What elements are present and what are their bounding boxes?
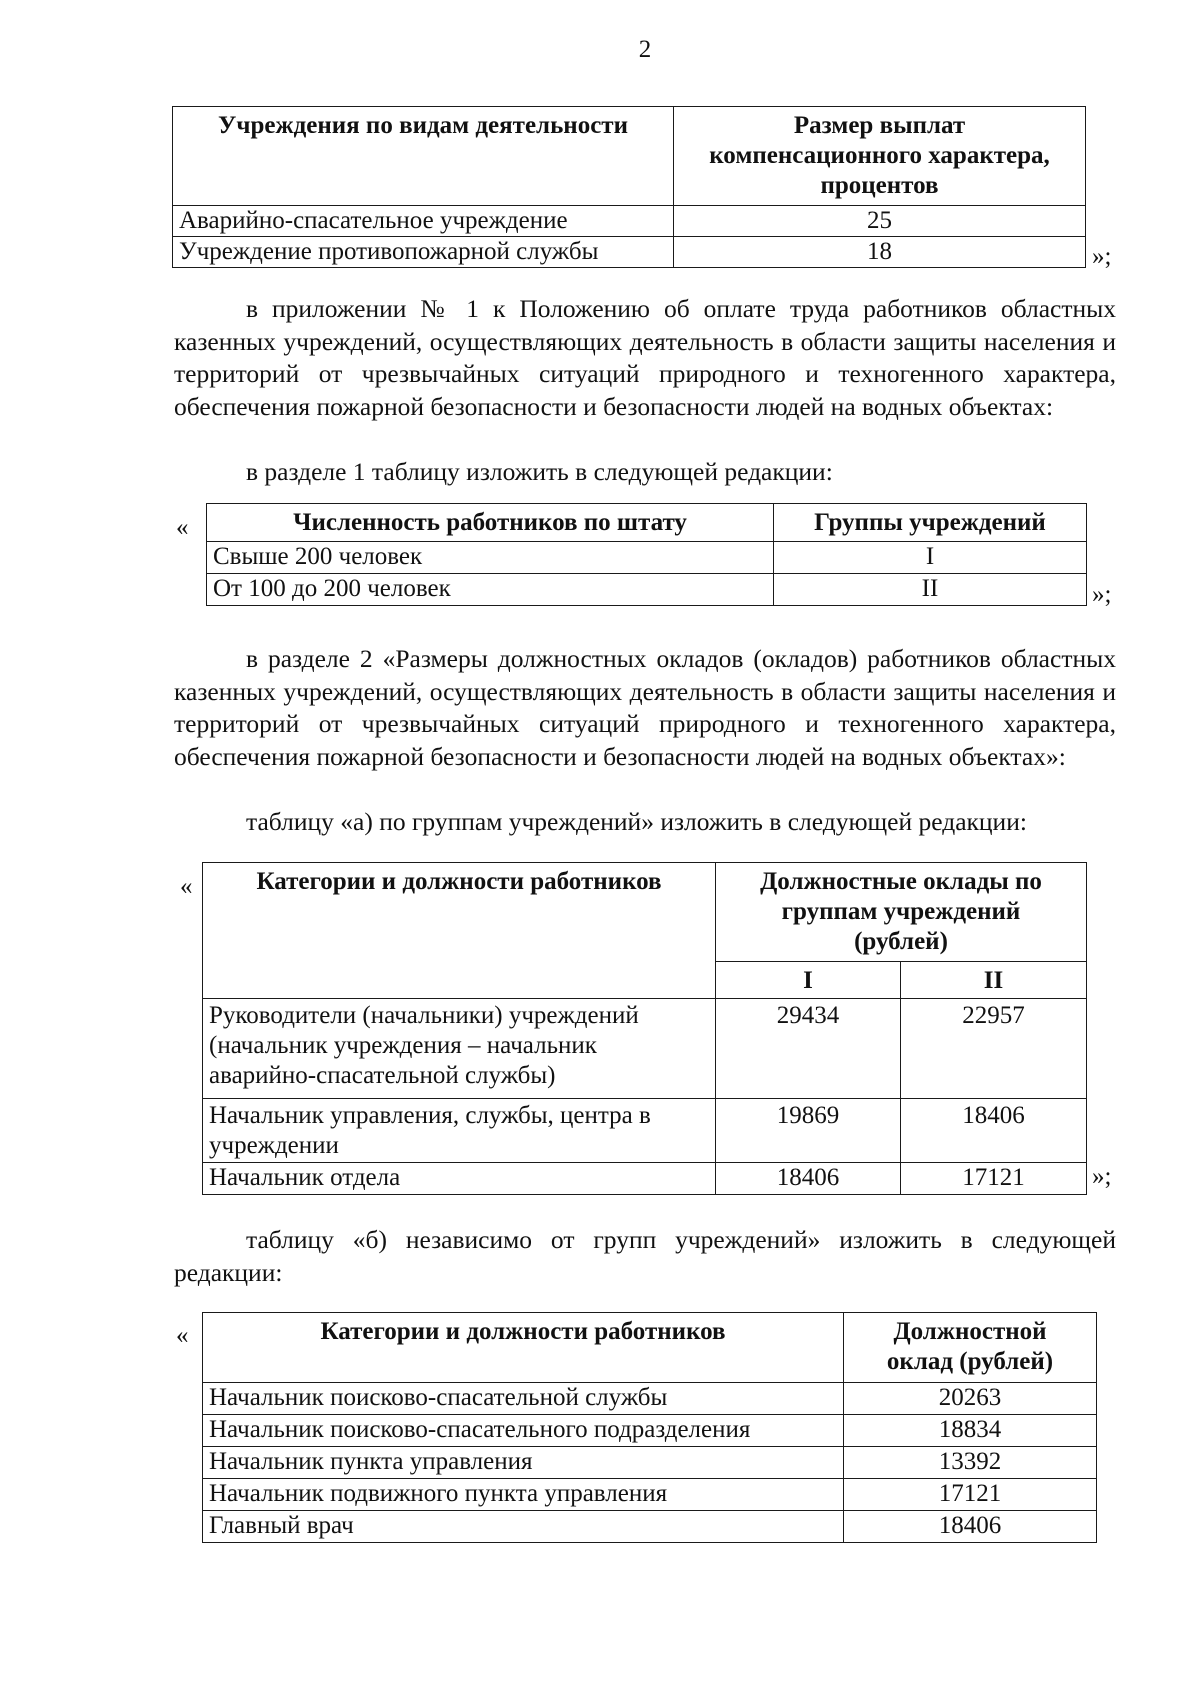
salaries-by-group-table bbox=[202, 862, 1087, 1195]
table-cell: Начальник подвижного пункта управления bbox=[203, 1479, 844, 1511]
paragraph-text: в разделе 2 «Размеры должностных окладов (окладов) работников областных казенных учреждений, осуществляющих деятельность в области защиты населения и территорий от чрезвычайных ситуаций природного и техногенного характера, обеспечения пожарной безопасности и безопасности людей на водных объектах»: bbox=[174, 644, 1116, 771]
table-row bbox=[203, 1099, 1087, 1163]
table-header-cell: II bbox=[901, 962, 1087, 999]
opening-quote: « bbox=[176, 514, 189, 541]
table-cell: 22957 bbox=[901, 999, 1087, 1099]
staff-count-table bbox=[206, 503, 1087, 606]
opening-quote: « bbox=[180, 873, 193, 900]
salaries-independent-table bbox=[202, 1312, 1097, 1543]
table-header-cell: Категории и должности работников bbox=[203, 863, 716, 999]
table-cell: Начальник отдела bbox=[203, 1163, 716, 1195]
table-row bbox=[203, 1447, 1097, 1479]
page-number: 2 bbox=[638, 36, 652, 63]
paragraph-text: таблицу «б) независимо от групп учреждений» изложить в следующей редакции: bbox=[174, 1225, 1116, 1287]
table-cell: Аварийно-спасательное учреждение bbox=[173, 206, 674, 237]
table-row bbox=[203, 1163, 1087, 1195]
table-cell: Свыше 200 человек bbox=[207, 542, 774, 574]
table-header-cell: I bbox=[716, 962, 901, 999]
table-row bbox=[207, 542, 1087, 574]
amendment-paragraph bbox=[174, 1224, 1116, 1289]
table-cell: 18406 bbox=[844, 1511, 1097, 1543]
amendment-paragraph bbox=[174, 806, 1116, 839]
table-cell: 25 bbox=[674, 206, 1086, 237]
table-cell: I bbox=[774, 542, 1087, 574]
table-cell: 17121 bbox=[844, 1479, 1097, 1511]
table-row bbox=[203, 1511, 1097, 1543]
amendment-paragraph bbox=[174, 456, 1116, 489]
table-header-row bbox=[203, 863, 1087, 962]
opening-quote: « bbox=[176, 1322, 189, 1349]
closing-quote: »; bbox=[1092, 243, 1112, 270]
paragraph-text: в разделе 1 таблицу изложить в следующей редакции: bbox=[246, 457, 833, 486]
table-cell: 18406 bbox=[901, 1099, 1087, 1163]
table-cell: Главный врач bbox=[203, 1511, 844, 1543]
table-cell: II bbox=[774, 574, 1087, 606]
table-header-cell: Должностной оклад (рублей) bbox=[844, 1313, 1097, 1383]
table-cell: Учреждение противопожарной службы bbox=[173, 237, 674, 268]
paragraph-text: таблицу «а) по группам учреждений» изложить в следующей редакции: bbox=[246, 807, 1027, 836]
amendment-paragraph bbox=[174, 293, 1116, 423]
table-header-cell: Категории и должности работников bbox=[203, 1313, 844, 1383]
closing-quote: »; bbox=[1092, 581, 1112, 608]
compensation-table bbox=[172, 106, 1086, 268]
table-header-cell: Размер выплат компенсационного характера, процентов bbox=[674, 107, 1086, 206]
table-row bbox=[203, 999, 1087, 1099]
table-cell: 18406 bbox=[716, 1163, 901, 1195]
table-cell: Начальник управления, службы, центра в учреждении bbox=[203, 1099, 716, 1163]
table-row bbox=[173, 206, 1086, 237]
table-cell: Начальник пункта управления bbox=[203, 1447, 844, 1479]
table-row bbox=[203, 1383, 1097, 1415]
table-header-row bbox=[207, 504, 1087, 542]
table-header-cell: Численность работников по штату bbox=[207, 504, 774, 542]
amendment-paragraph bbox=[174, 643, 1116, 773]
table-row bbox=[207, 574, 1087, 606]
table-cell: 17121 bbox=[901, 1163, 1087, 1195]
table-cell: 18834 bbox=[844, 1415, 1097, 1447]
table-cell: От 100 до 200 человек bbox=[207, 574, 774, 606]
table-row bbox=[203, 1415, 1097, 1447]
table-cell: Руководители (начальники) учреждений (начальник учреждения – начальник аварийно-спасательной службы) bbox=[203, 999, 716, 1099]
table-cell: 18 bbox=[674, 237, 1086, 268]
table-header-row bbox=[203, 1313, 1097, 1383]
table-header-row bbox=[173, 107, 1086, 206]
paragraph-text: в приложении № 1 к Положению об оплате труда работников областных казенных учреждений, осуществляющих деятельность в области защиты населения и территорий от чрезвычайных ситуаций природного и техногенного характера, обеспечения пожарной безопасности и безопасности людей на водных объектах: bbox=[174, 294, 1116, 421]
table-row bbox=[173, 237, 1086, 268]
table-header-cell: Группы учреждений bbox=[774, 504, 1087, 542]
table-row bbox=[203, 1479, 1097, 1511]
table-cell: 29434 bbox=[716, 999, 901, 1099]
table-cell: Начальник поисково-спасательной службы bbox=[203, 1383, 844, 1415]
table-cell: Начальник поисково-спасательного подразделения bbox=[203, 1415, 844, 1447]
table-header-cell: Должностные оклады по группам учреждений (рублей) bbox=[716, 863, 1087, 962]
table-header-cell: Учреждения по видам деятельности bbox=[173, 107, 674, 206]
table-cell: 20263 bbox=[844, 1383, 1097, 1415]
table-cell: 19869 bbox=[716, 1099, 901, 1163]
closing-quote: »; bbox=[1092, 1163, 1112, 1190]
table-cell: 13392 bbox=[844, 1447, 1097, 1479]
